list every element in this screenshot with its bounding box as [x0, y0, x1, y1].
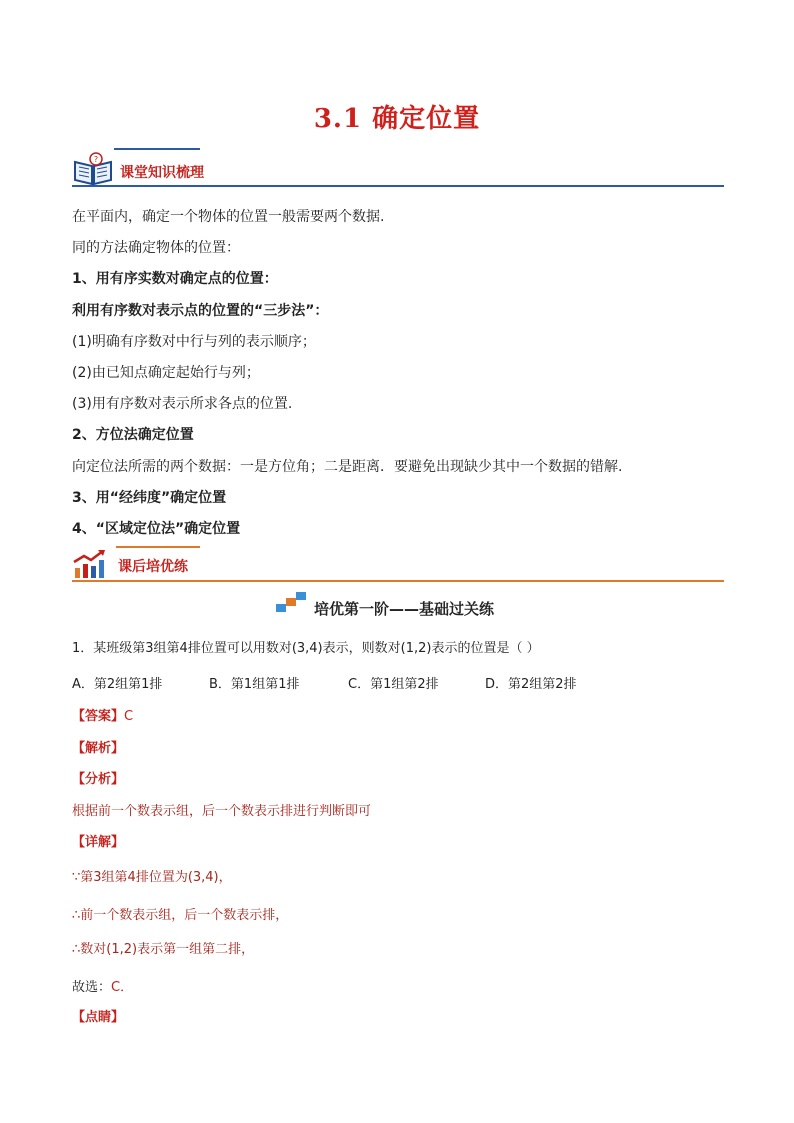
knowledge-step: (1)明确有序数对中行与列的表示顺序；	[72, 334, 316, 350]
section-header-knowledge	[72, 146, 724, 188]
section-header-practice	[72, 546, 724, 586]
detail-line: ∴前一个数表示组，后一个数表示排，	[72, 908, 289, 923]
detail-line: ∴数对(1,2)表示第一组第二排，	[72, 942, 255, 957]
knowledge-step: (2)由已知点确定起始行与列；	[72, 365, 260, 381]
top-accent-line	[116, 546, 200, 548]
knowledge-heading: 2、方位法确定位置	[72, 427, 194, 443]
knowledge-heading: 4、“区域定位法”确定位置	[72, 521, 241, 537]
answer-value: C	[124, 709, 134, 724]
detail-line: ∵第3组第4排位置为(3,4)，	[72, 870, 232, 885]
stairs-icon	[276, 591, 306, 613]
knowledge-heading: 3、用“经纬度”确定位置	[72, 490, 227, 506]
dianjing-label: 【点睛】	[72, 1010, 125, 1025]
top-accent-line	[114, 148, 200, 150]
answer-label: 【答案】	[72, 709, 125, 724]
knowledge-paragraph: 在平面内，确定一个物体的位置一般需要两个数据.	[72, 209, 385, 225]
practice-subheading: 培优第一阶——基础过关练	[314, 600, 495, 618]
answer-line	[72, 705, 133, 724]
knowledge-paragraph: 同的方法确定物体的位置：	[72, 240, 240, 256]
knowledge-heading: 1、用有序实数对确定点的位置：	[72, 271, 278, 287]
fenxi-text: 根据前一个数表示组，后一个数表示排进行判断即可	[72, 804, 372, 819]
svg-text:?: ?	[93, 155, 99, 164]
choose-value: C．	[111, 980, 134, 995]
page-title: 3.1 确定位置	[313, 104, 481, 134]
section-rule-blue	[72, 185, 724, 187]
knowledge-paragraph: 向定位法所需的两个数据：一是方位角；二是距离．要避免出现缺少其中一个数据的错解.	[72, 459, 623, 475]
fenxi-label: 【分析】	[72, 772, 125, 787]
section-label-practice: 课后培优练	[118, 559, 188, 575]
option-d: D．第2组第2排	[485, 677, 577, 692]
option-a: A．第2组第1排	[72, 677, 163, 692]
option-b: B．第1组第1排	[209, 677, 300, 692]
detail-label: 【详解】	[72, 835, 125, 850]
analysis-label: 【解析】	[72, 741, 125, 756]
section-rule-orange	[72, 580, 724, 582]
book-icon	[72, 152, 114, 186]
option-c: C．第1组第2排	[348, 677, 439, 692]
section-label-knowledge: 课堂知识梳理	[120, 165, 204, 181]
knowledge-heading: 利用有序数对表示点的位置的“三步法”：	[72, 303, 329, 319]
question-stem: 1．某班级第3组第4排位置可以用数对(3,4)表示，则数对(1,2)表示的位置是（ ）	[72, 641, 540, 656]
knowledge-step: (3)用有序数对表示所求各点的位置.	[72, 396, 293, 412]
growth-chart-icon	[72, 548, 108, 580]
choose-line	[72, 976, 133, 995]
choose-prefix: 故选：	[72, 980, 112, 995]
